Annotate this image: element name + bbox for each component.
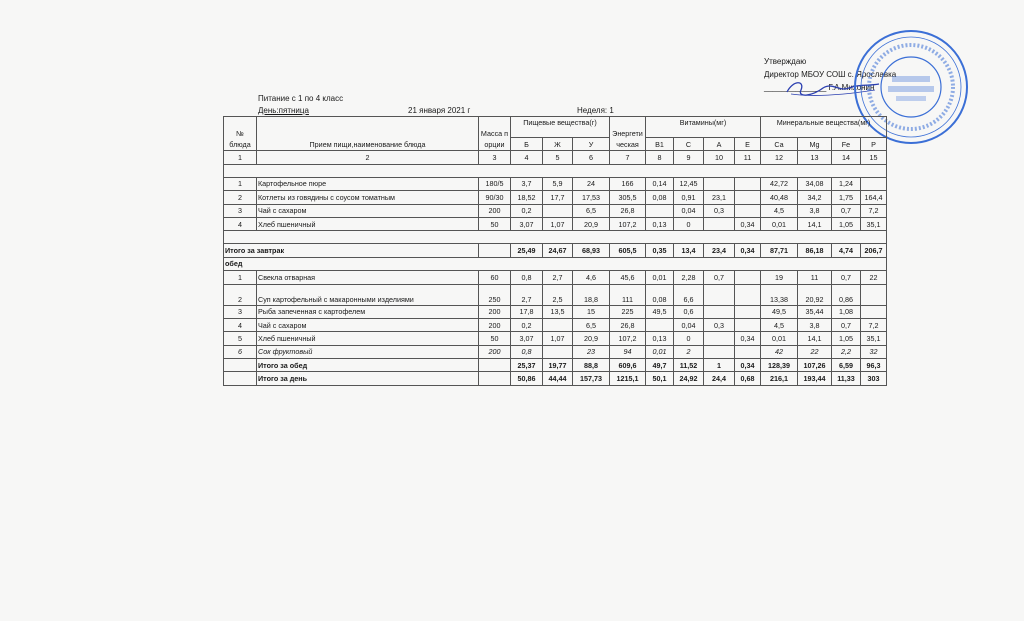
header-name: Прием пищи,наименование блюда (257, 117, 479, 151)
sub-header: У (573, 138, 610, 151)
table-row (224, 177, 887, 190)
table-cell: 1 (224, 177, 257, 190)
table-cell: 50 (479, 217, 511, 230)
table-cell (543, 345, 573, 358)
table-cell: 0,08 (646, 191, 674, 204)
table-row (224, 204, 887, 217)
table-cell: 17,8 (511, 305, 543, 318)
table-cell: 22 (861, 271, 887, 284)
table-row (224, 345, 887, 358)
table-cell: 22 (798, 345, 832, 358)
header-vitamins: Витамины(мг) (646, 117, 761, 138)
table-cell: 1 (224, 151, 257, 164)
table-cell: 13,5 (543, 305, 573, 318)
sub-header: P (861, 138, 887, 151)
table-cell: 200 (479, 305, 511, 318)
header-row-1 (224, 117, 887, 138)
table-cell: 200 (479, 345, 511, 358)
table-cell (704, 305, 735, 318)
table-cell: Хлеб пшеничный (257, 217, 479, 230)
table-cell: 34,2 (798, 191, 832, 204)
table-cell: 164,4 (861, 191, 887, 204)
table-cell: 3,07 (511, 217, 543, 230)
table-cell (704, 284, 735, 305)
table-cell: 0,68 (735, 372, 761, 385)
approval-line-3: ______________ Г.А.Михонин (764, 83, 875, 92)
table-cell: 0,86 (832, 284, 861, 305)
table-cell: 0,7 (704, 271, 735, 284)
sub-header: Ca (761, 138, 798, 151)
table-cell: 42 (761, 345, 798, 358)
menu-date: 21 января 2021 г (408, 106, 471, 115)
table-row (224, 305, 887, 318)
table-cell: 2,7 (511, 284, 543, 305)
table-cell (861, 177, 887, 190)
table-cell: 3,7 (511, 177, 543, 190)
table-cell (735, 305, 761, 318)
table-cell: 111 (610, 284, 646, 305)
table-row (224, 217, 887, 230)
table-cell: 128,39 (761, 359, 798, 372)
table-cell: 0,7 (832, 204, 861, 217)
table-cell: 0,04 (674, 318, 704, 331)
table-cell: 2 (224, 191, 257, 204)
table-cell: 1,75 (832, 191, 861, 204)
table-cell: 4 (224, 217, 257, 230)
table-cell: 19,77 (543, 359, 573, 372)
table-cell: 1,05 (832, 217, 861, 230)
table-cell: 20,9 (573, 217, 610, 230)
table-cell: 45,6 (610, 271, 646, 284)
table-cell (735, 284, 761, 305)
sub-header: Б (511, 138, 543, 151)
table-cell: 1,07 (543, 332, 573, 345)
section-row (224, 257, 887, 270)
menu-table (223, 116, 887, 386)
table-cell: 0,34 (735, 217, 761, 230)
table-cell: 68,93 (573, 244, 610, 257)
sub-header: Fe (832, 138, 861, 151)
table-cell: 1,24 (832, 177, 861, 190)
table-cell: 157,73 (573, 372, 610, 385)
table-cell: Хлеб пшеничный (257, 332, 479, 345)
table-cell: 0,91 (674, 191, 704, 204)
table-cell: 0,7 (832, 271, 861, 284)
table-cell: 305,5 (610, 191, 646, 204)
table-cell: 3,07 (511, 332, 543, 345)
table-cell: Итого за обед (257, 359, 479, 372)
breakfast-total-row (224, 244, 887, 257)
table-cell (479, 244, 511, 257)
table-cell (735, 177, 761, 190)
sub-header: Е (735, 138, 761, 151)
table-cell: 44,44 (543, 372, 573, 385)
day-total-row (224, 372, 887, 385)
table-cell (735, 204, 761, 217)
table-cell: 250 (479, 284, 511, 305)
table-cell: 12,45 (674, 177, 704, 190)
table-cell: 1 (704, 359, 735, 372)
table-cell (735, 345, 761, 358)
table-cell: Сок фруктовый (257, 345, 479, 358)
table-row (224, 271, 887, 284)
table-cell: Чай с сахаром (257, 204, 479, 217)
table-cell (646, 318, 674, 331)
blank-cell (224, 372, 257, 385)
column-numbers-row (224, 151, 887, 164)
table-cell: 180/5 (479, 177, 511, 190)
table-cell: 2 (674, 345, 704, 358)
table-cell: 6,59 (832, 359, 861, 372)
table-cell: 24,4 (704, 372, 735, 385)
table-cell: 609,6 (610, 359, 646, 372)
table-cell: 0,13 (646, 332, 674, 345)
table-cell (735, 191, 761, 204)
table-cell: 0,04 (674, 204, 704, 217)
table-cell: Картофельное пюре (257, 177, 479, 190)
table-cell: 24,92 (674, 372, 704, 385)
table-cell: 25,49 (511, 244, 543, 257)
table-cell: 5,9 (543, 177, 573, 190)
table-cell: 166 (610, 177, 646, 190)
table-cell: 107,2 (610, 332, 646, 345)
table-cell: 225 (610, 305, 646, 318)
table-cell: Чай с сахаром (257, 318, 479, 331)
table-cell: 19 (761, 271, 798, 284)
table-cell: 1,07 (543, 217, 573, 230)
table-cell: 1,08 (832, 305, 861, 318)
table-cell (861, 284, 887, 305)
table-cell: 0,2 (511, 204, 543, 217)
sub-header: В1 (646, 138, 674, 151)
table-cell: 96,3 (861, 359, 887, 372)
table-cell: 0,01 (761, 217, 798, 230)
table-cell: 17,7 (543, 191, 573, 204)
table-cell: 6 (573, 151, 610, 164)
table-cell: 42,72 (761, 177, 798, 190)
table-cell: 35,1 (861, 332, 887, 345)
table-cell: 0,01 (761, 332, 798, 345)
table-cell: 7,2 (861, 204, 887, 217)
table-cell: 12 (761, 151, 798, 164)
table-cell (646, 204, 674, 217)
table-cell: 0,8 (511, 271, 543, 284)
table-cell: 0,34 (735, 332, 761, 345)
table-cell: 7 (610, 151, 646, 164)
table-row (224, 318, 887, 331)
table-cell (543, 204, 573, 217)
table-cell: 4 (224, 318, 257, 331)
table-cell: 2 (224, 284, 257, 305)
table-cell: 9 (674, 151, 704, 164)
table-cell (543, 318, 573, 331)
table-cell: 20,9 (573, 332, 610, 345)
table-cell: 26,8 (610, 204, 646, 217)
table-cell: 0,34 (735, 359, 761, 372)
table-cell: Суп картофельный с макаронными изделиями (257, 284, 479, 305)
table-cell: 0,3 (704, 204, 735, 217)
table-cell: 17,53 (573, 191, 610, 204)
table-cell: 2,7 (543, 271, 573, 284)
table-cell: 35,1 (861, 217, 887, 230)
table-cell: Котлеты из говядины с соусом томатным (257, 191, 479, 204)
table-cell: 13,38 (761, 284, 798, 305)
table-cell: 24,67 (543, 244, 573, 257)
table-cell (735, 318, 761, 331)
table-cell: 88,8 (573, 359, 610, 372)
table-cell: 50,86 (511, 372, 543, 385)
table-cell: 50,1 (646, 372, 674, 385)
table-cell: 11,33 (832, 372, 861, 385)
table-row (224, 191, 887, 204)
table-cell: 605,5 (610, 244, 646, 257)
table-cell: 23,1 (704, 191, 735, 204)
sub-header: Mg (798, 138, 832, 151)
approval-line-1: Утверждаю (764, 57, 807, 66)
table-cell: 0 (674, 332, 704, 345)
table-cell: 6,5 (573, 318, 610, 331)
table-cell: 94 (610, 345, 646, 358)
table-cell: Итого за завтрак (224, 244, 479, 257)
table-cell: 13 (798, 151, 832, 164)
table-cell: 1215,1 (610, 372, 646, 385)
table-cell: 18,52 (511, 191, 543, 204)
table-cell: 0,8 (511, 345, 543, 358)
table-cell: 13,4 (674, 244, 704, 257)
table-cell: 86,18 (798, 244, 832, 257)
header-energy: Энергетическая (610, 117, 646, 151)
table-cell: 0,3 (704, 318, 735, 331)
table-cell: 23,4 (704, 244, 735, 257)
table-row (224, 332, 887, 345)
table-cell: 11,52 (674, 359, 704, 372)
table-cell: 2,28 (674, 271, 704, 284)
header-minerals: Минеральные вещества(мг) (761, 117, 887, 138)
table-cell: 216,1 (761, 372, 798, 385)
table-cell: 3,8 (798, 318, 832, 331)
table-cell: 4,74 (832, 244, 861, 257)
table-cell (735, 271, 761, 284)
table-cell: 0,35 (646, 244, 674, 257)
table-cell: 3,8 (798, 204, 832, 217)
blank-cell (224, 164, 887, 177)
table-cell: 5 (543, 151, 573, 164)
table-cell: 60 (479, 271, 511, 284)
lunch-total-row (224, 359, 887, 372)
table-cell: 87,71 (761, 244, 798, 257)
header-mass: Масса порции (479, 117, 511, 151)
table-cell: 0,08 (646, 284, 674, 305)
table-cell: 4 (511, 151, 543, 164)
table-cell: 200 (479, 318, 511, 331)
sub-header: А (704, 138, 735, 151)
approval-line-2: Директор МБОУ СОШ с. Ярославка (764, 70, 897, 79)
table-cell: 6,6 (674, 284, 704, 305)
table-cell (704, 217, 735, 230)
menu-day: День:пятница (258, 106, 309, 115)
table-cell: 1 (224, 271, 257, 284)
table-cell: 14,1 (798, 217, 832, 230)
table-cell: Рыба запеченная с картофелем (257, 305, 479, 318)
table-cell: 1,05 (832, 332, 861, 345)
table-cell: 18,8 (573, 284, 610, 305)
table-cell: 4,5 (761, 204, 798, 217)
header-nutrients: Пищевые вещества(г) (511, 117, 610, 138)
table-cell (704, 332, 735, 345)
table-cell: 0,14 (646, 177, 674, 190)
table-cell: 11 (735, 151, 761, 164)
table-cell: 0,2 (511, 318, 543, 331)
table-cell: 7,2 (861, 318, 887, 331)
table-cell: 2,5 (543, 284, 573, 305)
table-cell: 6,5 (573, 204, 610, 217)
table-cell (861, 305, 887, 318)
table-cell: 35,44 (798, 305, 832, 318)
table-cell: 0,01 (646, 345, 674, 358)
table-cell: 0,34 (735, 244, 761, 257)
table-cell: 6 (224, 345, 257, 358)
table-cell: 11 (798, 271, 832, 284)
table-cell: 3 (479, 151, 511, 164)
sub-header: С (674, 138, 704, 151)
table-cell: 193,44 (798, 372, 832, 385)
table-cell: 303 (861, 372, 887, 385)
table-cell: 49,5 (761, 305, 798, 318)
table-cell: 0,13 (646, 217, 674, 230)
table-cell: 200 (479, 204, 511, 217)
blank-row (224, 231, 887, 244)
table-cell: 3 (224, 305, 257, 318)
blank-cell (224, 231, 887, 244)
menu-title: Питание с 1 по 4 класс (258, 94, 344, 103)
table-row (224, 284, 887, 305)
table-cell (479, 359, 511, 372)
table-cell: 15 (861, 151, 887, 164)
table-cell: 2 (257, 151, 479, 164)
table-cell: 49,7 (646, 359, 674, 372)
table-cell: 50 (479, 332, 511, 345)
table-cell: 14,1 (798, 332, 832, 345)
table-cell: 32 (861, 345, 887, 358)
table-cell: 5 (224, 332, 257, 345)
table-cell (704, 177, 735, 190)
table-cell: 25,37 (511, 359, 543, 372)
table-cell: 0,6 (674, 305, 704, 318)
table-cell: 0,01 (646, 271, 674, 284)
table-cell: 15 (573, 305, 610, 318)
table-cell: 107,26 (798, 359, 832, 372)
lunch-section-label: обед (224, 257, 887, 270)
table-cell: 90/30 (479, 191, 511, 204)
table-cell (704, 345, 735, 358)
sub-header: Ж (543, 138, 573, 151)
table-cell: 40,48 (761, 191, 798, 204)
table-cell: 4,5 (761, 318, 798, 331)
table-cell: 0,7 (832, 318, 861, 331)
table-cell: 206,7 (861, 244, 887, 257)
table-cell: 14 (832, 151, 861, 164)
table-cell: 26,8 (610, 318, 646, 331)
table-cell: 23 (573, 345, 610, 358)
table-cell: Итого за день (257, 372, 479, 385)
blank-row (224, 164, 887, 177)
table-cell: 0 (674, 217, 704, 230)
table-cell: 34,08 (798, 177, 832, 190)
table-cell: 107,2 (610, 217, 646, 230)
blank-cell (224, 359, 257, 372)
table-cell: 20,92 (798, 284, 832, 305)
table-cell (479, 372, 511, 385)
table-cell: 10 (704, 151, 735, 164)
table-cell: 3 (224, 204, 257, 217)
table-cell: 49,5 (646, 305, 674, 318)
table-cell: 8 (646, 151, 674, 164)
table-cell: 2,2 (832, 345, 861, 358)
header-num: № блюда (224, 117, 257, 151)
menu-week: Неделя: 1 (577, 106, 614, 115)
table-cell: 24 (573, 177, 610, 190)
table-cell: Свекла отварная (257, 271, 479, 284)
table-cell: 4,6 (573, 271, 610, 284)
